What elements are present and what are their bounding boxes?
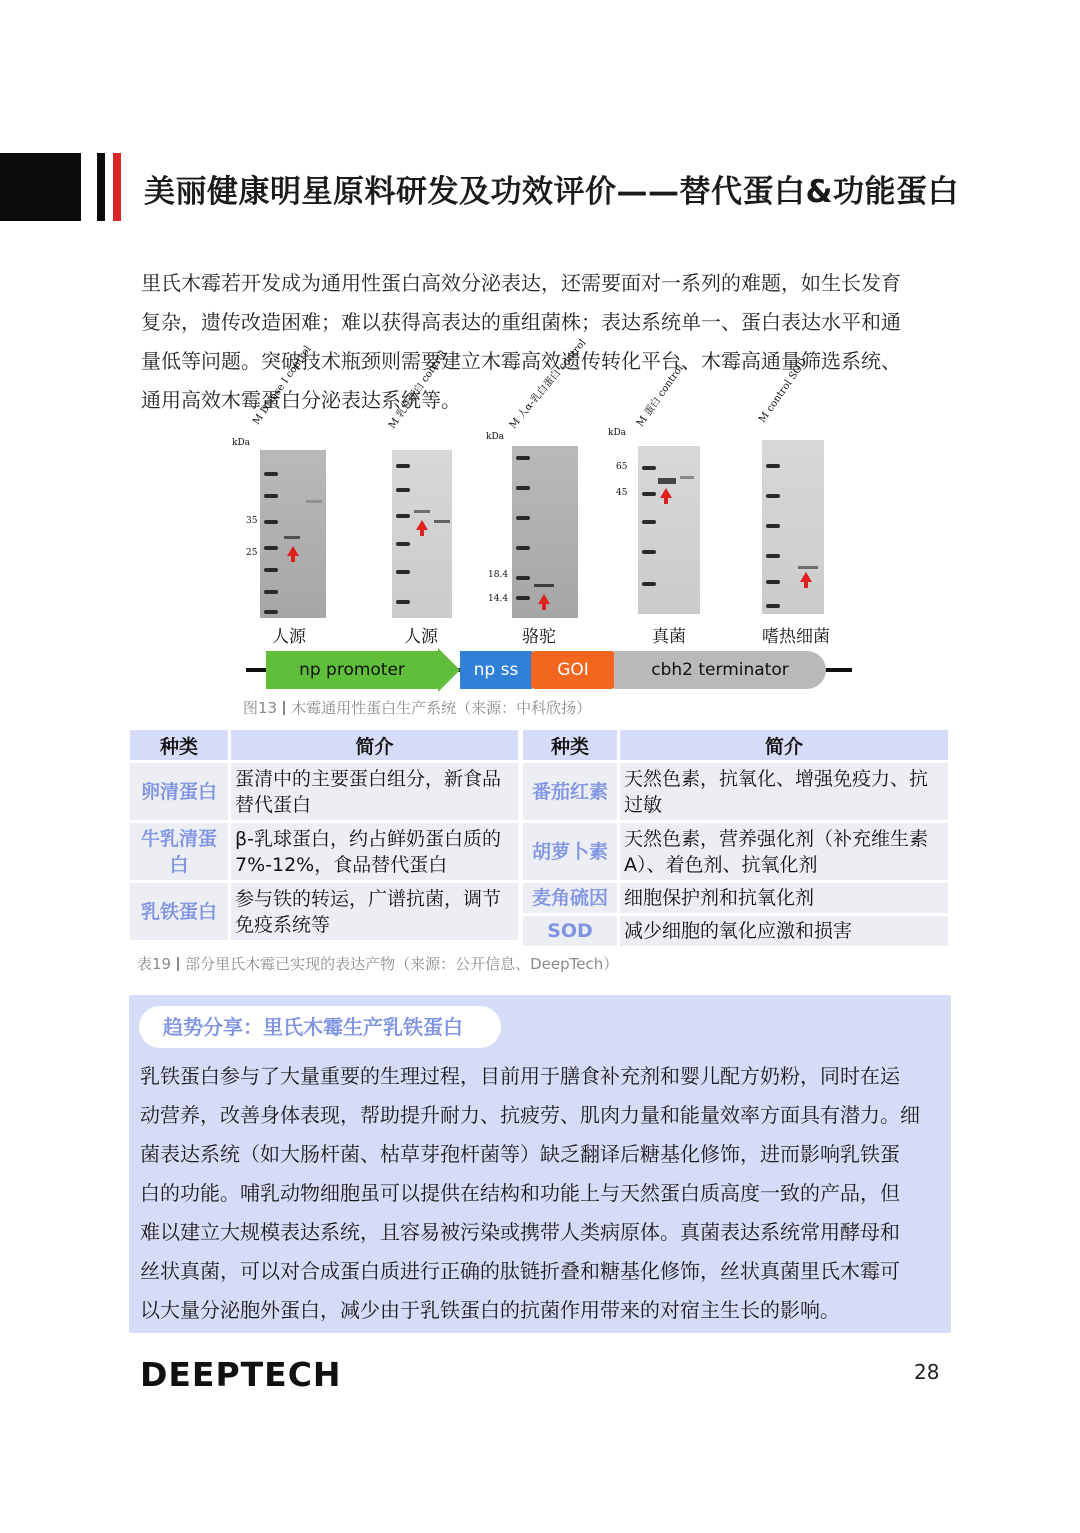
gel-human-dnase	[230, 344, 340, 647]
gel-caption: 嗜热细菌	[762, 627, 830, 647]
page-title: 美丽健康明星原料研发及功效评价——替代蛋白&功能蛋白	[144, 174, 960, 210]
gel-caption: 骆驼	[522, 627, 556, 647]
product-kind: 番茄红素	[523, 763, 617, 820]
gene-construct	[246, 648, 856, 692]
gel-caption: 人源	[272, 627, 306, 647]
product-desc: β-乳球蛋白，约占鲜奶蛋白质的7%-12%，食品替代蛋白	[231, 823, 518, 880]
table-row	[523, 763, 948, 820]
table-caption	[137, 953, 618, 974]
products-table-left	[127, 727, 521, 943]
product-desc: 天然色素，营养强化剂（补充维生素A）、着色剂、抗氧化剂	[620, 823, 948, 880]
product-desc: 天然色素，抗氧化、增强免疫力、抗过敏	[620, 763, 948, 820]
trend-box	[129, 995, 951, 1333]
product-desc: 减少细胞的氧化应激和损害	[620, 916, 948, 946]
figure-caption-text: 木霉通用性蛋白生产系统（来源：中科欣扬）	[291, 699, 592, 717]
product-kind: 胡萝卜素	[523, 823, 617, 880]
kda-mark: 18.4	[488, 570, 509, 580]
trend-line: 菌表达系统（如大肠杆菌、枯草芽孢杆菌等）缺乏翻译后糖基化修饰，进而影响乳铁蛋	[140, 1142, 900, 1166]
kda-mark: 45	[616, 488, 628, 498]
intro-line: 里氏木霉若开发成为通用性蛋白高效分泌表达，还需要面对一系列的难题，如生长发育	[141, 271, 901, 295]
header-black-block	[0, 153, 81, 221]
table-header: 种类	[130, 730, 228, 760]
table-caption-number: 表19	[137, 955, 172, 973]
trend-line: 丝状真菌，可以对合成蛋白质进行正确的肽链折叠和糖基化修饰，丝状真菌里氏木霉可	[140, 1259, 900, 1283]
table-row	[523, 823, 948, 880]
table-row	[523, 916, 948, 946]
gel-image	[762, 440, 824, 614]
product-desc: 蛋清中的主要蛋白组分，新食品替代蛋白	[231, 763, 518, 820]
gel-image	[638, 446, 700, 614]
trend-line: 难以建立大规模表达系统，且容易被污染或携带人类病原体。真菌表达系统常用酵母和	[140, 1220, 900, 1244]
trend-line: 以大量分泌胞外蛋白，减少由于乳铁蛋白的抗菌作用带来的对宿主生长的影响。	[140, 1298, 840, 1322]
product-kind: 麦角硫因	[523, 883, 617, 913]
kda-mark: 65	[616, 462, 628, 472]
header-red-bar	[113, 153, 121, 221]
promoter-segment: np promoter	[266, 651, 438, 689]
lane-labels: M 乳铁蛋白 control	[386, 348, 450, 431]
figure-caption	[243, 697, 591, 718]
goi-segment: GOI	[531, 651, 615, 689]
product-kind: 牛乳清蛋白	[130, 823, 228, 880]
kda-label: kDa	[486, 432, 505, 442]
table-header: 简介	[231, 730, 518, 760]
kda-label: kDa	[232, 438, 251, 448]
lane-labels: M control SOD	[756, 356, 810, 425]
arrow-icon	[416, 520, 428, 530]
gel-fungus	[608, 363, 718, 647]
table-caption-text: 部分里氏木霉已实现的表达产物（来源：公开信息、DeepTech）	[185, 955, 619, 973]
table-row	[130, 883, 518, 940]
gel-image	[392, 450, 452, 618]
product-kind: SOD	[523, 916, 617, 946]
table-row	[523, 883, 948, 913]
product-desc: 细胞保护剂和抗氧化剂	[620, 883, 948, 913]
arrow-icon	[538, 594, 550, 604]
promoter-arrow-icon	[438, 648, 460, 692]
product-kind: 卵清蛋白	[130, 763, 228, 820]
gel-image	[260, 450, 326, 618]
product-kind: 乳铁蛋白	[130, 883, 228, 940]
kda-mark: 14.4	[488, 594, 509, 604]
gel-human-lactoferrin	[380, 348, 460, 647]
trend-line: 乳铁蛋白参与了大量重要的生理过程，目前用于膳食补充剂和婴儿配方奶粉，同时在运	[140, 1064, 900, 1088]
trend-body	[140, 1057, 920, 1330]
intro-line: 量低等问题。突破技术瓶颈则需要建立木霉高效遗传转化平台、木霉高通量筛选系统、	[141, 349, 901, 373]
trend-line: 动营养，改善身体表现，帮助提升耐力、抗疲劳、肌肉力量和能量效率方面具有潜力。细	[140, 1103, 920, 1127]
trend-title: 趋势分享：里氏木霉生产乳铁蛋白	[139, 1006, 501, 1048]
arrow-icon	[660, 488, 672, 498]
intro-line: 通用高效木霉蛋白分泌表达系统等。	[141, 388, 461, 412]
header-black-bar	[97, 153, 105, 221]
gel-image	[512, 446, 578, 618]
page-number: 28	[914, 1360, 940, 1384]
trend-line: 白的功能。哺乳动物细胞虽可以提供在结构和功能上与天然蛋白质高度一致的产品，但	[140, 1181, 900, 1205]
lane-labels: M DNase I control	[250, 344, 314, 427]
terminator-segment: cbh2 terminator	[614, 651, 826, 689]
signal-segment: np ss	[460, 651, 532, 689]
kda-label: kDa	[608, 428, 627, 438]
lane-labels: M 人α-乳白蛋白 control	[507, 337, 589, 431]
table-header: 简介	[620, 730, 948, 760]
gel-thermophile	[750, 356, 860, 647]
intro-line: 复杂，遗传改造困难；难以获得高表达的重组菌株；表达系统单一、蛋白表达水平和通	[141, 310, 901, 334]
gel-caption: 人源	[404, 627, 438, 647]
kda-mark: 25	[246, 548, 258, 558]
table-row	[130, 823, 518, 880]
deeptech-logo: DEEPTECH	[140, 1355, 342, 1394]
gel-camel	[486, 337, 589, 647]
kda-mark: 35	[246, 516, 258, 526]
products-table-right	[520, 727, 951, 949]
table-row	[130, 763, 518, 820]
figure-caption-number: 图13	[243, 699, 278, 717]
table-header: 种类	[523, 730, 617, 760]
product-desc: 参与铁的转运，广谱抗菌，调节免疫系统等	[231, 883, 518, 940]
arrow-icon	[800, 572, 812, 582]
lane-labels: M 蛋白 control	[634, 363, 686, 429]
gel-caption: 真菌	[652, 627, 686, 647]
arrow-icon	[287, 546, 299, 556]
